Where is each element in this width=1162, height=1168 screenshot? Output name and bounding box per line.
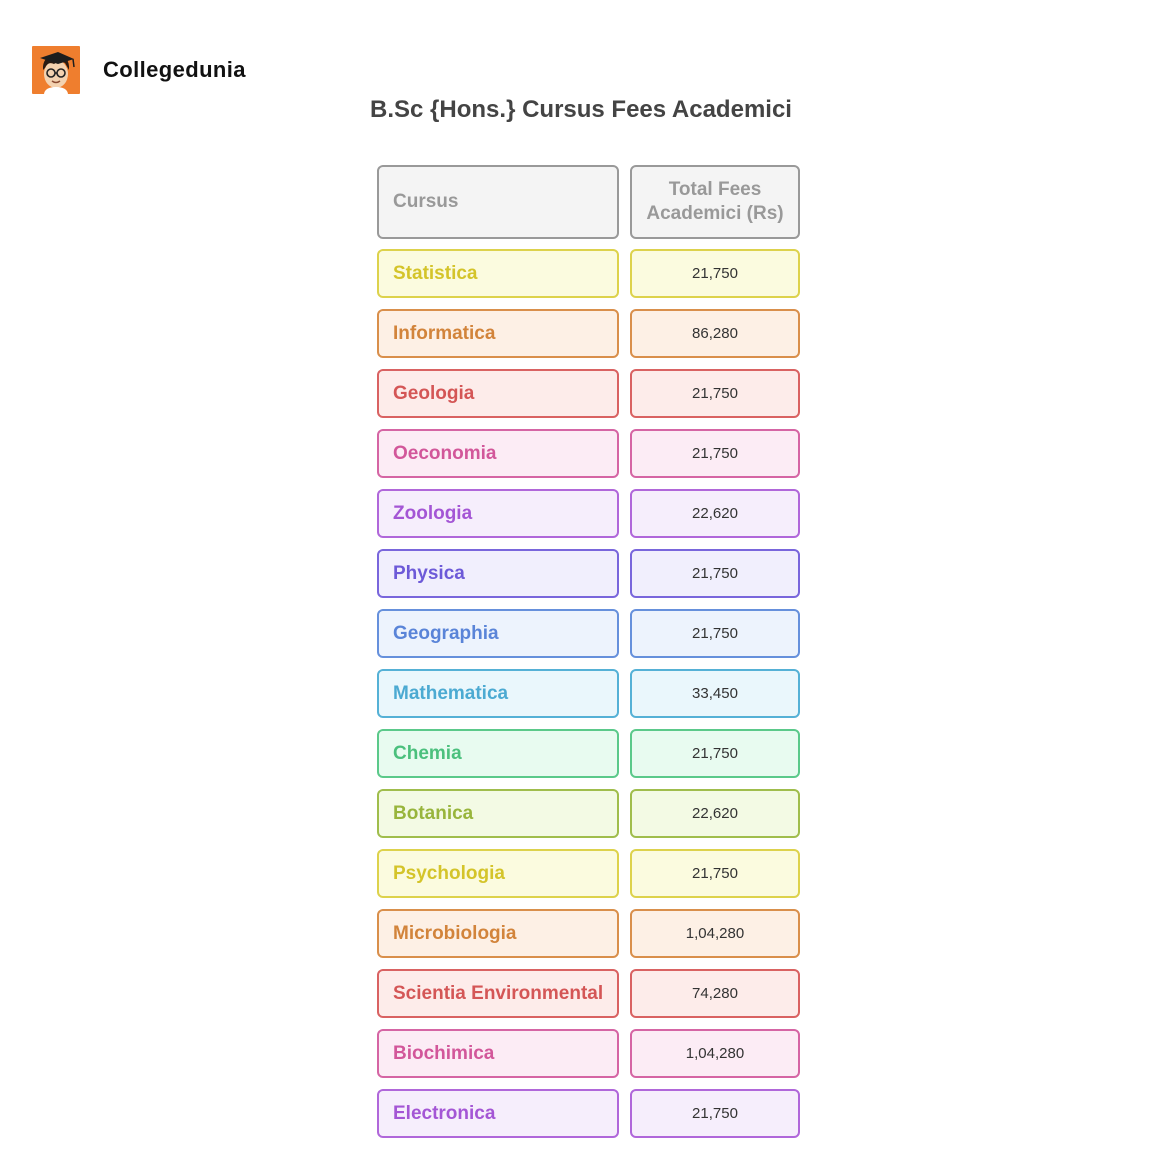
table-row — [377, 909, 800, 958]
course-cell: Microbiologia — [377, 909, 619, 958]
table-row — [377, 849, 800, 898]
fees-cell: 21,750 — [630, 849, 800, 898]
table-row — [377, 369, 800, 418]
course-cell: Electronica — [377, 1089, 619, 1138]
fees-cell: 21,750 — [630, 1089, 800, 1138]
course-cell: Mathematica — [377, 669, 619, 718]
fees-cell: 1,04,280 — [630, 909, 800, 958]
header-fees — [630, 165, 800, 239]
table-row — [377, 489, 800, 538]
course-cell: Geographia — [377, 609, 619, 658]
brand — [32, 45, 246, 95]
table-row — [377, 429, 800, 478]
fees-cell: 21,750 — [630, 609, 800, 658]
header-course: Cursus — [377, 165, 619, 239]
table-row — [377, 1089, 800, 1138]
table-row — [377, 789, 800, 838]
course-cell: Physica — [377, 549, 619, 598]
course-cell: Scientia Environmental — [377, 969, 619, 1018]
fees-cell: 21,750 — [630, 369, 800, 418]
course-cell: Oeconomia — [377, 429, 619, 478]
fees-cell: 1,04,280 — [630, 1029, 800, 1078]
page-title: B.Sc {Hons.} Cursus Fees Academici — [370, 96, 792, 123]
fees-cell: 22,620 — [630, 789, 800, 838]
header-fees-line2: Academici (Rs) — [646, 203, 784, 224]
student-avatar-icon — [32, 46, 80, 94]
fees-cell: 21,750 — [630, 729, 800, 778]
fees-cell: 86,280 — [630, 309, 800, 358]
header-fees-line1: Total Fees — [668, 179, 762, 200]
fees-cell: 21,750 — [630, 429, 800, 478]
table-row — [377, 249, 800, 298]
table-row — [377, 669, 800, 718]
fees-cell: 33,450 — [630, 669, 800, 718]
course-cell: Biochimica — [377, 1029, 619, 1078]
course-cell: Geologia — [377, 369, 619, 418]
table-row — [377, 1029, 800, 1078]
course-cell: Psychologia — [377, 849, 619, 898]
table-row — [377, 549, 800, 598]
table-row — [377, 969, 800, 1018]
course-cell: Statistica — [377, 249, 619, 298]
fees-cell: 22,620 — [630, 489, 800, 538]
fees-table — [377, 165, 800, 1149]
course-cell: Chemia — [377, 729, 619, 778]
fees-cell: 21,750 — [630, 549, 800, 598]
course-cell: Informatica — [377, 309, 619, 358]
table-row — [377, 729, 800, 778]
table-row — [377, 309, 800, 358]
brand-name: Collegedunia — [103, 57, 246, 82]
course-cell: Botanica — [377, 789, 619, 838]
table-row — [377, 609, 800, 658]
table-header — [377, 165, 800, 239]
course-cell: Zoologia — [377, 489, 619, 538]
fees-cell: 74,280 — [630, 969, 800, 1018]
fees-cell: 21,750 — [630, 249, 800, 298]
